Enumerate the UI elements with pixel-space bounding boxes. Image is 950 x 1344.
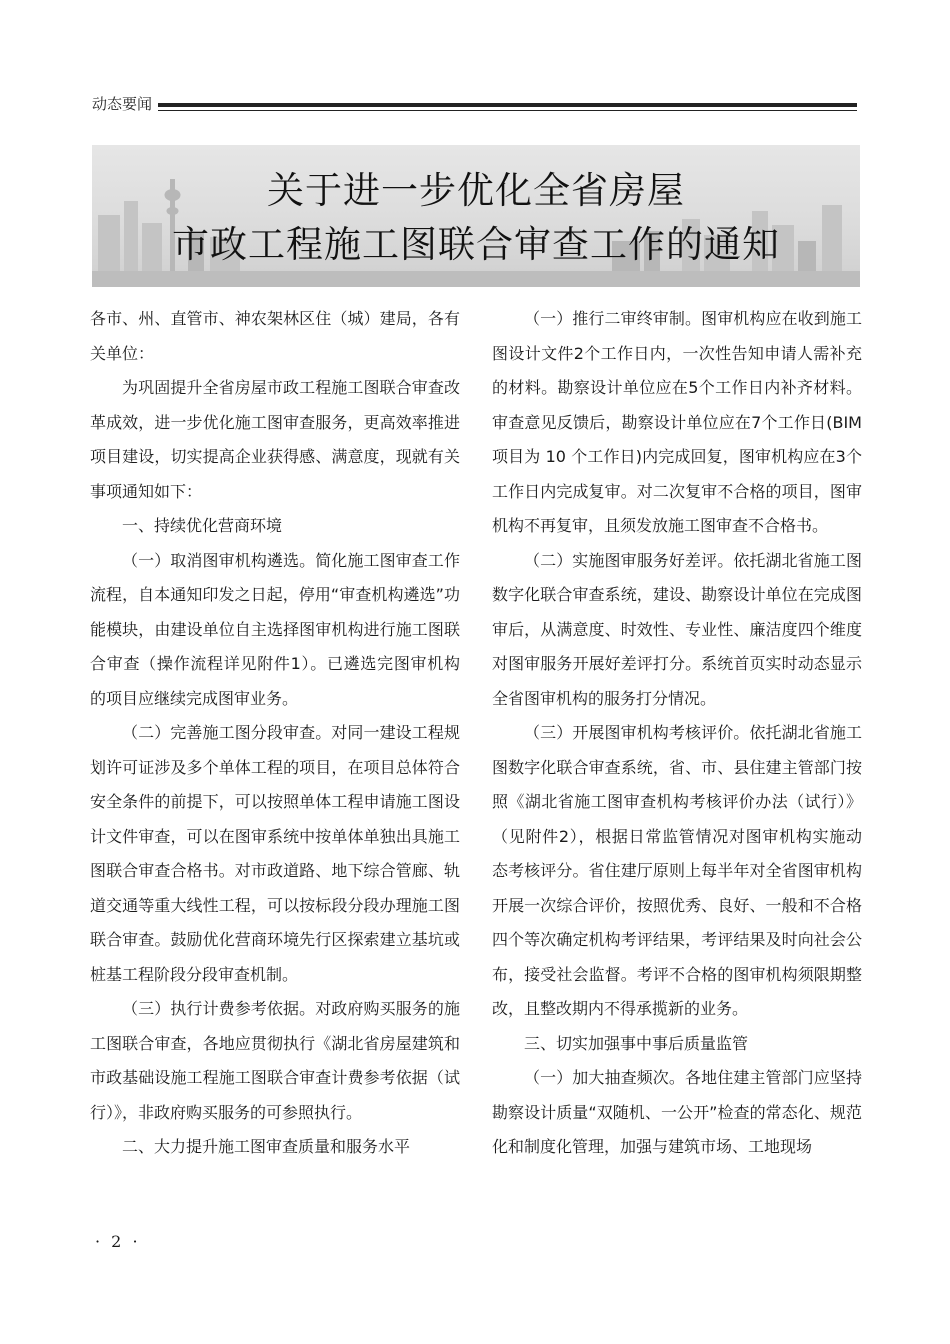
header-rule-thin xyxy=(158,110,857,111)
paragraph: （二）实施图审服务好差评。依托湖北省施工图数字化联合审查系统，建设、勘察设计单位在完成图审后，从满意度、时效性、专业性、廉洁度四个维度对图审服务开展好差评打分。系统首页实时动态显示全省图审机构的服务打分情况。 xyxy=(492,550,862,708)
page-number: · 2 · xyxy=(95,1232,141,1251)
title-line-1: 关于进一步优化全省房屋 xyxy=(267,169,685,212)
header-rule-thick xyxy=(158,103,857,107)
paragraph: 为巩固提升全省房屋市政工程施工图联合审查改革成效，进一步优化施工图审查服务，更高效率推进项目建设，切实提高企业获得感、满意度，现就有关事项通知如下： xyxy=(90,378,460,501)
left-column xyxy=(90,302,460,1165)
section-heading: 一、持续优化营商环境 xyxy=(122,516,283,535)
paragraph: （一）加大抽查频次。各地住建主管部门应坚持勘察设计质量“双随机、一公开”检查的常态化、规范化和制度化管理，加强与建筑市场、工地现场 xyxy=(492,1068,862,1156)
section-label: 动态要闻 xyxy=(92,95,153,113)
section-heading: 三、切实加强事中事后质量监管 xyxy=(524,1033,749,1053)
section-header xyxy=(92,94,857,116)
title-banner xyxy=(92,145,860,287)
paragraph: 各市、州、直管市、神农架林区住（城）建局，各有关单位： xyxy=(90,309,460,363)
right-column xyxy=(492,302,862,1165)
paragraph: （三）执行计费参考依据。对政府购买服务的施工图联合审查，各地应贯彻执行《湖北省房屋建筑和市政基础设施工程施工图联合审查计费参考依据（试行）》，非政府购买服务的可参照执行。 xyxy=(90,999,460,1122)
paragraph: （一）推行二审终审制。图审机构应在收到施工图设计文件2个工作日内，一次性告知申请人需补充的材料。勘察设计单位应在5个工作日内补齐材料。审查意见反馈后，勘察设计单位应在7个工作日(BIM 项目为 10 个工作日)内完成回复，图审机构应在3个工作日内完成复审。对二次复审不合格的项目，图审机构不再复审，且须发放施工图审查不合格书。 xyxy=(492,309,862,535)
section-heading: 二、大力提升施工图审查质量和服务水平 xyxy=(122,1137,411,1156)
paragraph: （一）取消图审机构遴选。简化施工图审查工作流程，自本通知印发之日起，停用“审查机构遴选”功能模块，由建设单位自主选择图审机构进行施工图联合审查（操作流程详见附件1）。已遴选完图审机构的项目应继续完成图审业务。 xyxy=(90,550,460,708)
paragraph: （三）开展图审机构考核评价。依托湖北省施工图数字化联合审查系统，省、市、县住建主管部门按照《湖北省施工图审查机构考核评价办法（试行）》（见附件2），根据日常监管情况对图审机构实施动态考核评分。省住建厅原则上每半年对全省图审机构开展一次综合评价，按照优秀、良好、一般和不合格四个等次确定机构考评结果，考评结果及时向社会公布，接受社会监督。考评不合格的图审机构须限期整改，且整改期内不得承揽新的业务。 xyxy=(492,723,862,1018)
paragraph: （二）完善施工图分段审查。对同一建设工程规划许可证涉及多个单体工程的项目，在项目总体符合安全条件的前提下，可以按照单体工程申请施工图设计文件审查，可以在图审系统中按单体单独出具施工图联合审查合格书。对市政道路、地下综合管廊、轨道交通等重大线性工程，可以按标段分段办理施工图联合审查。鼓励优化营商环境先行区探索建立基坑或桩基工程阶段分段审查机制。 xyxy=(90,723,460,984)
title-line-2: 市政工程施工图联合审查工作的通知 xyxy=(172,223,780,266)
